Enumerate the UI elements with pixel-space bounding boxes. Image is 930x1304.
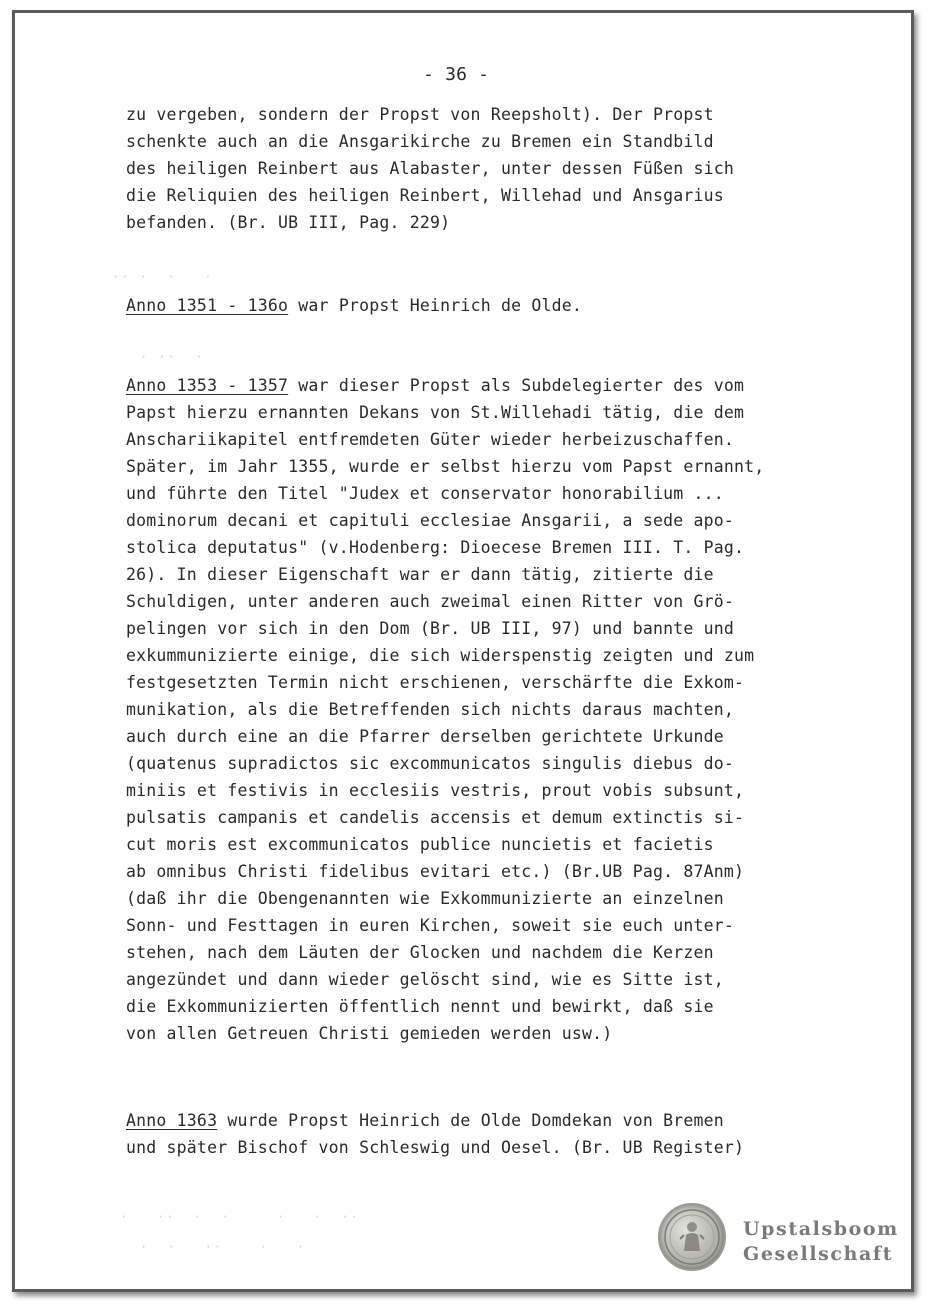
paragraph-anno-1353 [126,372,764,1047]
paragraph-anno-1363-first-line: wurde Propst Heinrich de Olde Domdekan von Bremen [217,1111,724,1130]
watermark-line-2: Gesellschaft [743,1243,894,1265]
paragraph-intro: zu vergeben, sondern der Propst von Reepsholt). Der Propst schenkte auch an die Ansgarikirche zu Bremen ein Standbild des heiligen Reinbert aus Alabaster, unter dessen Füßen sich die Reliquien des heiligen Reinbert, Willehad und Ansgarius befanden. (Br. UB III, Pag. 229) [126,105,735,232]
watermark-line-1: Upstalsboom [743,1218,899,1240]
date-anno-1353: Anno 1353 - 1357 [126,376,289,395]
scan-noise: ·· · · · [112,270,214,284]
paragraph-anno-1363-body: und später Bischof von Schleswig und Oesel. (Br. UB Register) [126,1138,745,1157]
date-anno-1351: Anno 1351 - 136o [126,296,289,315]
scan-noise: · ·· · [140,350,205,364]
page-number: - 36 - [423,64,490,85]
scan-noise: · · ·· · · [140,1240,307,1254]
paragraph-anno-1351 [126,292,582,319]
date-anno-1363: Anno 1363 [126,1111,218,1130]
paragraph-anno-1353-first-line: war dieser Propst als Subdelegierter des vom [288,376,745,395]
paragraph-anno-1363 [126,1107,744,1161]
seal-icon [658,1203,726,1271]
paragraph-anno-1351-text: war Propst Heinrich de Olde. [288,296,583,315]
scan-noise: · ·· · · · · ·· [120,1210,360,1224]
seal-figure-icon [660,1205,724,1269]
paragraph-anno-1353-body: Papst hierzu ernannten Dekans von St.Willehadi tätig, die dem Anschariikapitel entfremdeten Güter wieder herbeizuschaffen. Später, im Jahr 1355, wurde er selbst hierzu vom Papst ernannt, und führte den Titel "Judex et conservator honorabilium ... dominorum decani et capituli ecclesiae Ansgarii, a sede apo- stolica deputatus" (v.Hodenberg: Dioecese Bremen III. T. Pag. 26). In dieser Eigenschaft war er dann tätig, zitierte die Schuldigen, unter anderen auch zweimal einen Ritter von Grö- pelingen vor sich in den Dom (Br. UB III, 97) und bannte und exkummunizierte einige, die sich widerspenstig zeigten und zum festgesetzten Termin nicht erschienen, verschärfte die Exkom- munikation, als die Betreffenden sich nichts daraus machten, auch durch eine an die Pfarrer derselben gerichtete Urkunde (quatenus supradictos sic excommunicatos singulis diebus do- miniis et festivis in ecclesiis vestris, prout vobis subsunt, pulsatis campanis et candelis accensis et demum extinctis si- cut moris est excommunicatos publice nuncietis et facietis ab omnibus Christi fidelibus evitari etc.) (Br.UB Pag. 87Anm) (daß ihr die Obengenannten wie Exkommunizierte an einzelnen Sonn- und Festtagen in euren Kirchen, soweit sie euch unter- stehen, nach dem Läuten der Glocken und nachdem die Kerzen angezündet und dann wieder gelöscht sind, wie es Sitte ist, die Exkommunizierten öffentlich nennt und bewirkt, daß sie von allen Getreuen Christi gemieden werden usw.) [126,403,765,1043]
